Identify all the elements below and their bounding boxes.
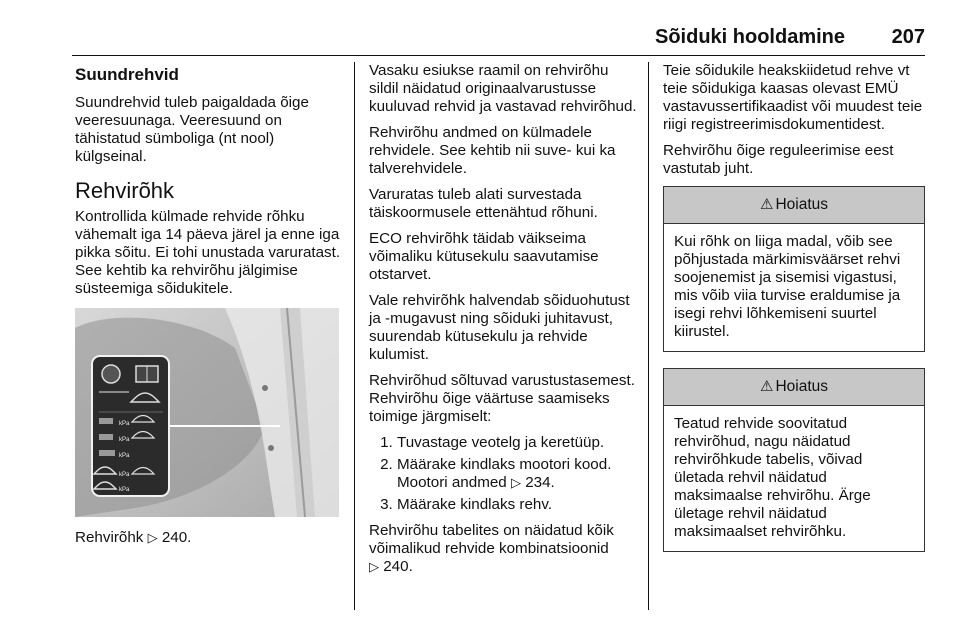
figure-caption <box>75 529 343 547</box>
caption-page-ref: 240. <box>161 529 192 546</box>
list-item-text: Määrake kindlaks mootori kood. Mootori andmed <box>397 456 612 491</box>
label-unit: kPa <box>119 472 130 478</box>
paragraph: Rehvirõhud sõltuvad varustustasemest. Rehvirõhu õige väärtuse saamiseks toimige järgmiselt: <box>369 372 635 425</box>
warning-box <box>663 368 925 552</box>
list-item <box>397 456 637 492</box>
paragraph: Varuratas tuleb alati survestada täiskoormusele ettenähtud rõhuni. <box>369 186 598 221</box>
warning-header <box>664 187 924 224</box>
label-unit: kPa <box>119 453 130 459</box>
page-ref-icon: ▷ <box>510 475 521 490</box>
paragraph: Teie sõidukile heakskiidetud rehve vt teie sõidukiga kaasas olevast EMÜ vastavussertifikaadist või muudest teie riigi registreerimisdokumentidest. <box>663 62 923 133</box>
warning-icon: ⚠ <box>759 196 774 213</box>
warning-text: Teatud rehvide soovitatud rehvirõhud, nagu näidatud rehvirõhkude tabelis, võivad ületada rehvil näidatud maksimaalse rehvirõhu. Ärge ületage rehvil näidatud maksimaalset rehvirõhku. <box>674 415 871 540</box>
page-ref-icon: ▷ <box>147 530 158 545</box>
page-number: 207 <box>891 26 925 48</box>
warning-title: Hoiatus <box>775 378 828 395</box>
steps-list <box>369 434 637 514</box>
paragraph: Kontrollida külmade rehvide rõhku vähemalt iga 14 päeva järel ja enne iga pikka sõitu. Ei tohi unustada varuratast. See kehtib ka rehvirõhu jälgimise süsteemiga sõidukitele. <box>75 208 341 297</box>
page-ref: 234. <box>525 474 555 491</box>
paragraph-text: Rehvirõhu tabelites on näidatud kõik võimalikud rehvide kombinatsioonid <box>369 522 614 557</box>
label-unit: kPa <box>119 421 130 427</box>
column-left <box>75 62 343 555</box>
column-divider <box>354 62 355 610</box>
warning-header <box>664 369 924 406</box>
paragraph: ECO rehvirõhk täidab väikseima võimaliku kütusekulu saavutamise otstarvet. <box>369 230 599 283</box>
column-divider <box>648 62 649 610</box>
caption-text: Rehvirõhk <box>75 529 144 546</box>
warning-box <box>663 186 925 352</box>
section-title: Sõiduki hooldamine <box>654 26 845 48</box>
paragraph: Vale rehvirõhk halvendab sõiduohutust ja -mugavust ning sõiduki juhitavust, suurendab kütusekulu ja rehvide kulumist. <box>369 292 630 363</box>
column-right <box>663 62 925 568</box>
warning-text: Kui rõhk on liiga madal, võib see põhjustada märkimisväärset rehvi soojenemist ja sisemisi vigastusi, mis võib viia turvise eraldumise ja isegi rehvi lõhkemiseni suurtel kiirustel. <box>674 233 901 340</box>
label-unit: kPa <box>119 437 130 443</box>
heading-directional-tyres: Suundrehvid <box>75 65 179 84</box>
paragraph: Rehvirõhu õige reguleerimise eest vastutab juht. <box>663 142 894 177</box>
page-header <box>72 26 925 56</box>
paragraph <box>369 522 637 576</box>
paragraph: Vasaku esiukse raamil on rehvirõhu sildil näidatud originaalvarustusse kuuluvad rehvid ja vastavad rehvirõhud. <box>369 62 637 115</box>
warning-icon: ⚠ <box>759 378 774 395</box>
paragraph: Suundrehvid tuleb paigaldada õige veeresuunaga. Veeresuund on tähistatud sümboliga (nt nool) külgseinal. <box>75 94 309 165</box>
page-ref-icon: ▷ <box>369 559 379 574</box>
tyre-pressure-label-photo <box>75 308 339 517</box>
label-unit: kPa <box>119 487 130 493</box>
column-middle <box>369 62 637 584</box>
door-pillar-illustration <box>75 308 339 517</box>
heading-tyre-pressure: Rehvirõhk <box>75 178 175 203</box>
paragraph: Rehvirõhu andmed on külmadele rehvidele. See kehtib nii suve- kui ka talverehvidele. <box>369 124 616 177</box>
list-item: 1. Tuvastage veotelg ja keretüüp. <box>397 434 637 452</box>
warning-title: Hoiatus <box>775 196 828 213</box>
page-ref: 240. <box>383 558 413 575</box>
header-rule <box>72 55 925 56</box>
list-item: 3. Määrake kindlaks rehv. <box>397 496 637 514</box>
